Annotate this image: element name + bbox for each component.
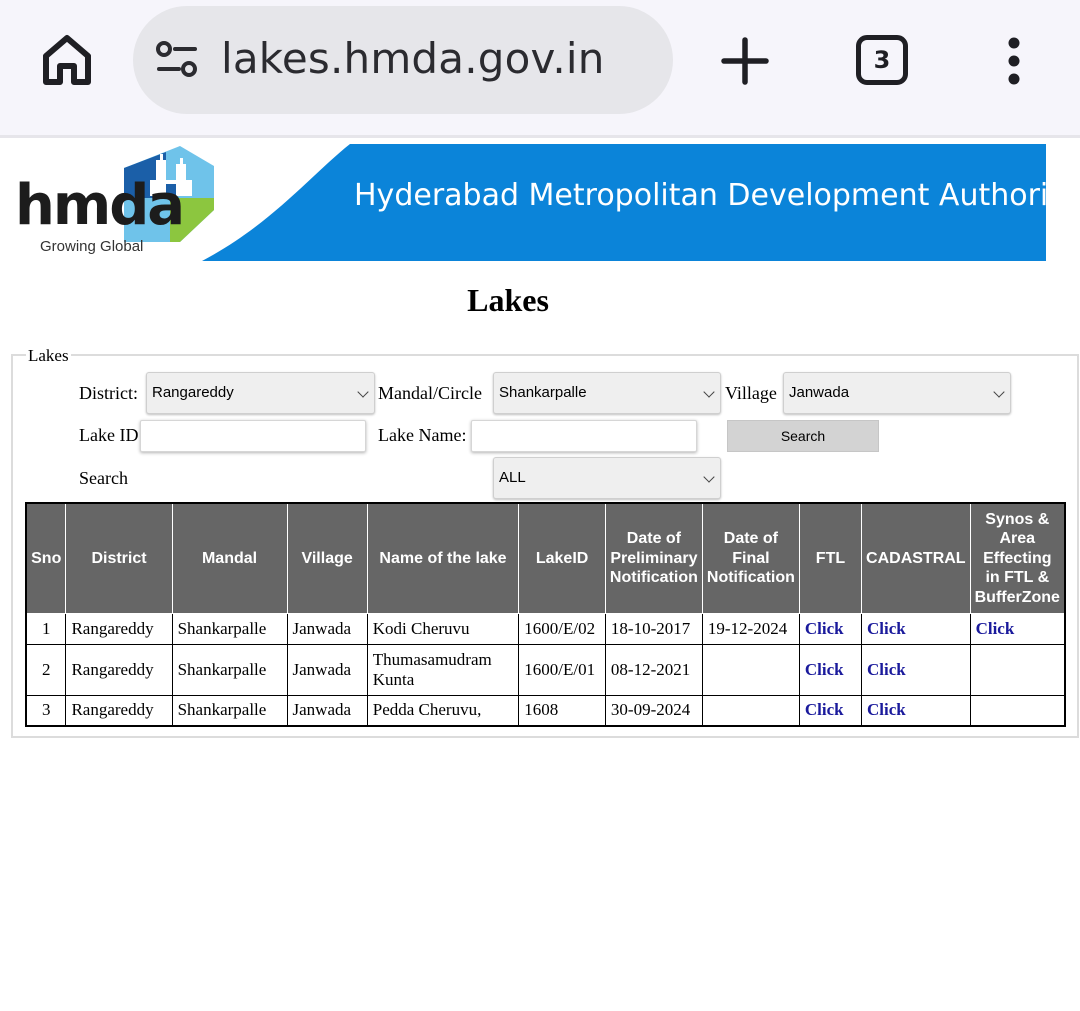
cell-district: Rangareddy	[66, 644, 172, 695]
search-filter-label: Search	[79, 468, 128, 488]
cell-sno: 3	[26, 695, 66, 726]
chevron-down-icon	[993, 386, 1004, 397]
cell-lake-id: 1600/E/02	[519, 613, 606, 644]
synos-link[interactable]: Click	[970, 613, 1065, 644]
header-lake-name: Name of the lake	[367, 503, 519, 613]
search-button[interactable]: Search	[727, 420, 879, 452]
cell-district: Rangareddy	[66, 613, 172, 644]
lake-name-input[interactable]	[471, 420, 697, 452]
header-preliminary-notification: Date of Preliminary Notification	[605, 503, 702, 613]
page-title: Lakes	[467, 282, 549, 318]
chevron-down-icon	[703, 386, 714, 397]
cell-final-date: 19-12-2024	[702, 613, 799, 644]
header-lake-id: LakeID	[519, 503, 606, 613]
banner-title: Hyderabad Metropolitan Development Authority	[354, 178, 1078, 213]
url-text[interactable]: lakes.hmda.gov.in	[221, 34, 605, 83]
cell-sno: 2	[26, 644, 66, 695]
cell-mandal: Shankarpalle	[172, 644, 287, 695]
cell-village: Janwada	[287, 695, 367, 726]
address-bar[interactable]	[133, 6, 673, 114]
header-mandal: Mandal	[172, 503, 287, 613]
cadastral-link[interactable]: Click	[862, 695, 971, 726]
logo-tagline: Growing Global	[40, 238, 144, 255]
district-label: District:	[79, 383, 138, 403]
chevron-down-icon	[357, 386, 368, 397]
cadastral-link[interactable]: Click	[862, 613, 971, 644]
synos-link	[970, 644, 1065, 695]
cell-village: Janwada	[287, 644, 367, 695]
site-banner	[12, 144, 1078, 261]
village-selected-value: Janwada	[789, 384, 850, 401]
cell-preliminary-date: 18-10-2017	[605, 613, 702, 644]
logo-wordmark: hmda	[15, 173, 184, 238]
header-synos: Synos & Area Effecting in FTL & BufferZone	[970, 503, 1065, 613]
cell-final-date	[702, 644, 799, 695]
tab-count: 3	[873, 46, 891, 74]
header-district: District	[66, 503, 172, 613]
village-select[interactable]	[783, 372, 1011, 414]
village-label: Village	[725, 383, 777, 403]
lake-id-label: Lake ID	[79, 425, 139, 445]
search-filter-selected-value: ALL	[499, 469, 526, 486]
cell-mandal: Shankarpalle	[172, 695, 287, 726]
header-cadastral: CADASTRAL	[862, 503, 971, 613]
home-icon[interactable]	[38, 30, 96, 90]
table-row	[26, 613, 1065, 644]
cell-district: Rangareddy	[66, 695, 172, 726]
lake-id-input[interactable]	[140, 420, 366, 452]
cell-preliminary-date: 30-09-2024	[605, 695, 702, 726]
cell-village: Janwada	[287, 613, 367, 644]
header-ftl: FTL	[799, 503, 861, 613]
district-selected-value: Rangareddy	[152, 384, 234, 401]
tab-switcher-icon[interactable]	[856, 35, 908, 85]
mandal-label: Mandal/Circle	[378, 383, 482, 403]
mandal-selected-value: Shankarpalle	[499, 384, 587, 401]
cell-lake-name: Kodi Cheruvu	[367, 613, 519, 644]
new-tab-icon[interactable]	[720, 36, 770, 86]
table-row	[26, 695, 1065, 726]
cadastral-link[interactable]: Click	[862, 644, 971, 695]
cell-final-date	[702, 695, 799, 726]
cell-lake-id: 1600/E/01	[519, 644, 606, 695]
header-final-notification: Date of Final Notification	[702, 503, 799, 613]
mandal-select[interactable]	[493, 372, 721, 414]
table-header-row	[26, 503, 1065, 613]
table-row	[26, 644, 1065, 695]
ftl-link[interactable]: Click	[799, 644, 861, 695]
cell-sno: 1	[26, 613, 66, 644]
cell-lake-id: 1608	[519, 695, 606, 726]
lake-name-label: Lake Name:	[378, 425, 467, 445]
cell-lake-name: Thumasamudram Kunta	[367, 644, 519, 695]
cell-mandal: Shankarpalle	[172, 613, 287, 644]
lakes-table	[25, 502, 1066, 727]
chevron-down-icon	[703, 471, 714, 482]
search-filter-select[interactable]	[493, 457, 721, 499]
more-menu-icon[interactable]	[1000, 36, 1028, 86]
cell-lake-name: Pedda Cheruvu,	[367, 695, 519, 726]
header-sno: Sno	[26, 503, 66, 613]
ftl-link[interactable]: Click	[799, 613, 861, 644]
site-settings-icon[interactable]	[155, 40, 199, 80]
ftl-link[interactable]: Click	[799, 695, 861, 726]
cell-preliminary-date: 08-12-2021	[605, 644, 702, 695]
browser-toolbar	[0, 0, 1080, 138]
header-village: Village	[287, 503, 367, 613]
fieldset-legend: Lakes	[28, 346, 69, 365]
synos-link	[970, 695, 1065, 726]
district-select[interactable]	[146, 372, 375, 414]
